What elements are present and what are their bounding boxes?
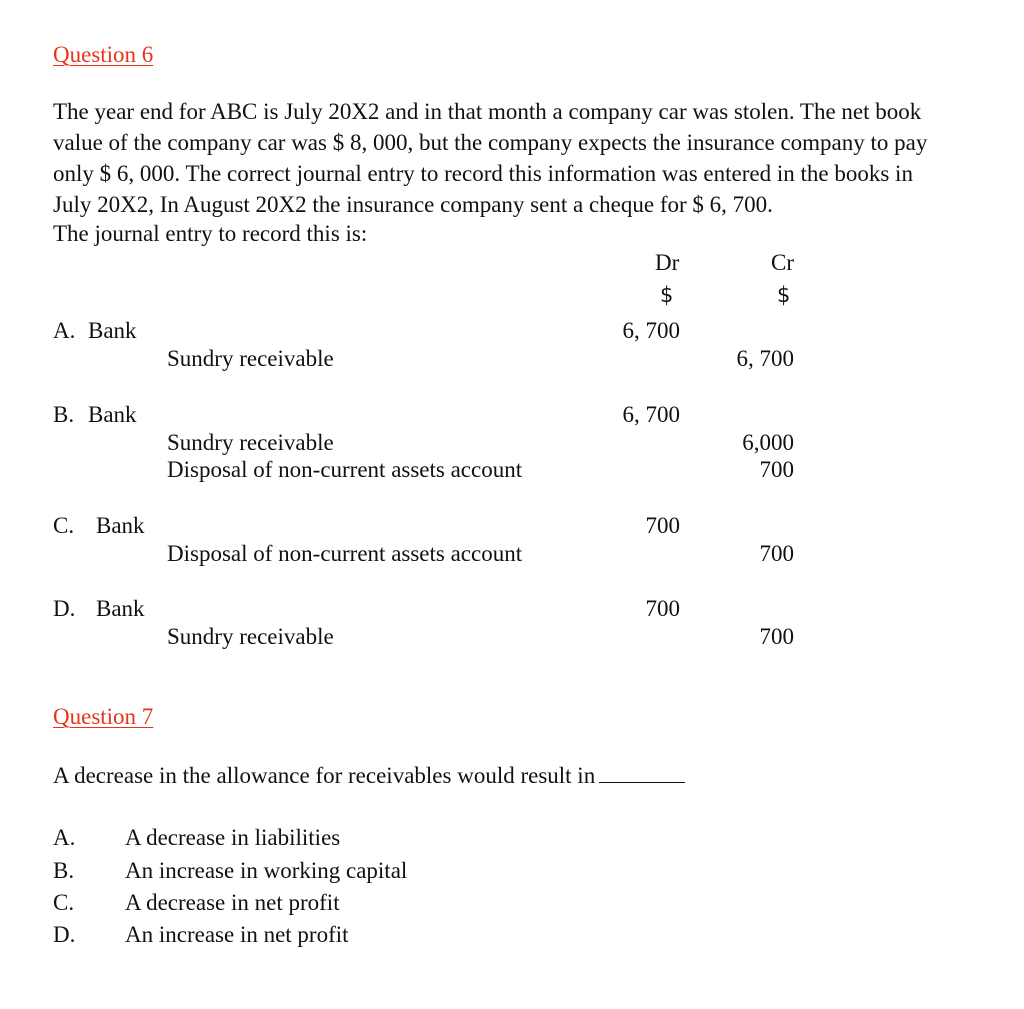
q6-option-b-credit-account-2: Disposal of non-current assets account (167, 457, 523, 482)
answer-blank (599, 764, 685, 783)
q6-option-d-dr: 700 (645, 596, 680, 621)
q7-option-c-letter: C. (53, 890, 75, 915)
q6-option-a-credit-account: Sundry receivable (167, 346, 334, 371)
q6-option-c-cr: 700 (759, 541, 794, 566)
q6-option-a-cr: 6, 700 (736, 346, 794, 371)
dr-column-header: Dr (655, 250, 680, 275)
q7-stem-text: A decrease in the allowance for receivables would result in (53, 763, 596, 788)
q6-paragraph-line-4: July 20X2, In August 20X2 the insurance company sent a cheque for $ 6, 700. (53, 192, 773, 217)
q6-option-b-cr-2: 700 (759, 457, 794, 482)
cr-currency-symbol: $ (777, 283, 791, 307)
q6-option-d-debit-account: Bank (96, 596, 145, 621)
q7-option-a-letter: A. (53, 825, 76, 850)
q6-paragraph-line-1: The year end for ABC is July 20X2 and in that month a company car was stolen. The net book (53, 99, 922, 124)
q7-option-d-letter: D. (53, 922, 76, 947)
q7-option-c-text: A decrease in net profit (125, 890, 340, 915)
q7-option-a-text: A decrease in liabilities (125, 825, 341, 850)
q7-option-b-letter: B. (53, 858, 75, 883)
q6-option-b-debit-account: Bank (88, 402, 137, 427)
dr-currency-symbol: $ (660, 283, 674, 307)
q6-option-a-dr: 6, 700 (622, 318, 680, 343)
q6-option-d-letter: D. (53, 596, 76, 621)
q6-option-a-debit-account: Bank (88, 318, 137, 343)
q7-option-b-text: An increase in working capital (125, 858, 408, 883)
q6-option-b-letter: B. (53, 402, 75, 427)
question-6-title: Question 6 (53, 42, 154, 67)
q6-option-c-dr: 700 (645, 513, 680, 538)
q6-paragraph-line-5: The journal entry to record this is: (53, 221, 368, 246)
q6-option-d-cr: 700 (759, 624, 794, 649)
q6-option-d-credit-account: Sundry receivable (167, 624, 334, 649)
q6-paragraph-line-2: value of the company car was $ 8, 000, but the company expects the insurance company to pay (53, 130, 928, 155)
q6-option-c-letter: C. (53, 513, 75, 538)
q7-option-d-text: An increase in net profit (125, 922, 349, 947)
q7-stem (53, 760, 685, 791)
cr-column-header: Cr (771, 250, 794, 275)
question-7-title: Question 7 (53, 704, 154, 729)
q6-option-b-credit-account-1: Sundry receivable (167, 430, 334, 455)
q6-option-c-debit-account: Bank (96, 513, 145, 538)
q6-option-b-cr-1: 6,000 (742, 430, 794, 455)
q6-option-c-credit-account: Disposal of non-current assets account (167, 541, 523, 566)
q6-option-b-dr: 6, 700 (622, 402, 680, 427)
q6-paragraph-line-3: only $ 6, 000. The correct journal entry to record this information was entered in the books in (53, 161, 913, 186)
q6-option-a-letter: A. (53, 318, 76, 343)
